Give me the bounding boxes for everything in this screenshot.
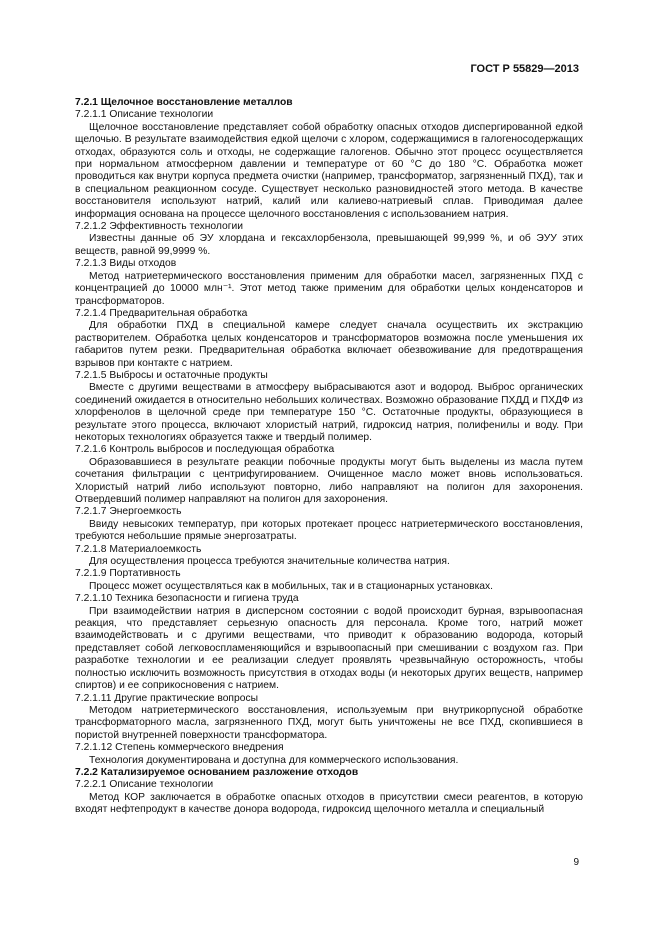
paragraph: Известны данные об ЭУ хлордана и гексахлорбензола, превышающей 99,999 %, и об ЭУУ этих веществ, равной 99,9999 %. <box>75 233 583 257</box>
subsection-heading: 7.2.1.3 Виды отходов <box>75 258 177 270</box>
document-body <box>75 97 583 817</box>
paragraph: Ввиду невысоких температур, при которых протекает процесс натриетермического восстановления, требуются небольшие прямые энергозатраты. <box>75 518 583 543</box>
section-heading: 7.2.2 Катализируемое основанием разложение отходов <box>75 766 359 778</box>
paragraph: Технология документирована и доступна для коммерческого использования. <box>89 754 459 766</box>
paragraph: Вместе с другими веществами в атмосферу выбрасываются азот и водород. Выброс органических соединений ожидается в относительно небольших количествах. Возможно образование ПХДД и ПХДФ из хлорфенолов в щелочной среде при температуре 150 °С. Остаточные продукты, образующиеся в результате этого процесса, включают хлористый натрий, гидроксид натрия, полифенилы и воду. При некоторых технологиях образуется также и твердый полимер. <box>75 382 583 443</box>
document-header: ГОСТ Р 55829—2013 <box>470 63 579 75</box>
paragraph: Для обработки ПХД в специальной камере следует сначала осуществить их экстракцию растворителем. Обработка целых конденсаторов и трансформаторов возможна после уменьшения их габаритов путем резки. Предварительная обработка включает обезвоживание для предотвращения взрывов при контакте с натрием. <box>75 320 583 369</box>
subsection-heading: 7.2.1.1 Описание технологии <box>75 109 214 121</box>
subsection-heading: 7.2.1.8 Материалоемкость <box>75 543 202 555</box>
paragraph: Процесс может осуществляться как в мобильных, так и в стационарных установках. <box>89 580 494 592</box>
subsection-heading: 7.2.1.7 Энергоемкость <box>75 506 182 518</box>
page-number: 9 <box>573 857 579 868</box>
subsection-heading: 7.2.1.10 Техника безопасности и гигиена труда <box>75 593 299 605</box>
paragraph: Для осуществления процесса требуются значительные количества натрия. <box>89 556 450 568</box>
subsection-heading: 7.2.1.4 Предварительная обработка <box>75 307 248 319</box>
subsection-heading: 7.2.1.2 Эффективность технологии <box>75 221 244 233</box>
paragraph: Метод натриетермического восстановления применим для обработки масел, загрязненных ПХД с концентрацией до 10000 млн⁻¹. Этот метод также применим для обработки целых конденсаторов и трансформаторов. <box>75 270 583 307</box>
paragraph: Щелочное восстановление представляет собой обработку опасных отходов диспергированной едкой щелочью. В результате взаимодействия едкой щелочи с хлором, содержащимися в галогеносодержащих отходах, образуются соль и отходы, не содержащие галогенов. Обычно этот процесс осуществляется при нормальном атмосферном давлении и температуре от 60 °С до 180 °С. Обработка может проводиться как внутри корпуса предмета очистки (например, трансформатор, загрязненный ПХД), так и в специальном реакционном сосуде. Существует несколько разновидностей этого метода. В качестве восстановителя используют натрий, калий или калиево-натриевый сплав. Приводимая далее информация основана на процессе щелочного восстановления с использованием натрия. <box>75 121 583 220</box>
subsection-heading: 7.2.1.12 Степень коммерческого внедрения <box>75 742 284 754</box>
paragraph: Методом натриетермического восстановления, используемым при внутрикорпусной обработке трансформаторного масла, загрязненного ПХД, могут быть уничтожены не все ПХД, скопившиеся в пористой внутренней поверхности трансформатора. <box>75 704 583 741</box>
subsection-heading: 7.2.2.1 Описание технологии <box>75 779 214 791</box>
paragraph: При взаимодействии натрия в дисперсном состоянии с водой происходит бурная, взрывоопасная реакция, что представляет серьезную опасность для персонала. Кроме того, натрий может взаимодействовать и с другими веществами, что приводит к образованию водорода, который представляет собой легковоспламеняющийся и взрывоопасный при смешивании с воздухом газ. При разработке технологии и ее реализации следует проявлять чрезвычайную осторожность, чтобы полностью исключить возможность присутствия в отходах воды (и некоторых других веществ, например спиртов) и ее соприкосновения с натрием. <box>75 605 583 692</box>
subsection-heading: 7.2.1.5 Выбросы и остаточные продукты <box>75 369 268 381</box>
section-heading: 7.2.1 Щелочное восстановление металлов <box>75 97 293 108</box>
paragraph: Метод КОР заключается в обработке опасных отходов в присутствии смеси реагентов, в которую входят нефтепродукт в качестве донора водорода, гидроксид щелочного металла и специальный <box>75 791 583 816</box>
paragraph: Образовавшиеся в результате реакции побочные продукты могут быть выделены из масла путем сочетания фильтрации с центрифугированием. Очищенное масло может вновь использоваться. Хлористый натрий либо используют повторно, либо направляют на полигон для захоронения. Отвердевший полимер направляют на полигон для захоронения. <box>75 456 583 505</box>
subsection-heading: 7.2.1.6 Контроль выбросов и последующая обработка <box>75 444 335 456</box>
subsection-heading: 7.2.1.9 Портативность <box>75 568 181 580</box>
subsection-heading: 7.2.1.11 Другие практические вопросы <box>75 692 259 704</box>
